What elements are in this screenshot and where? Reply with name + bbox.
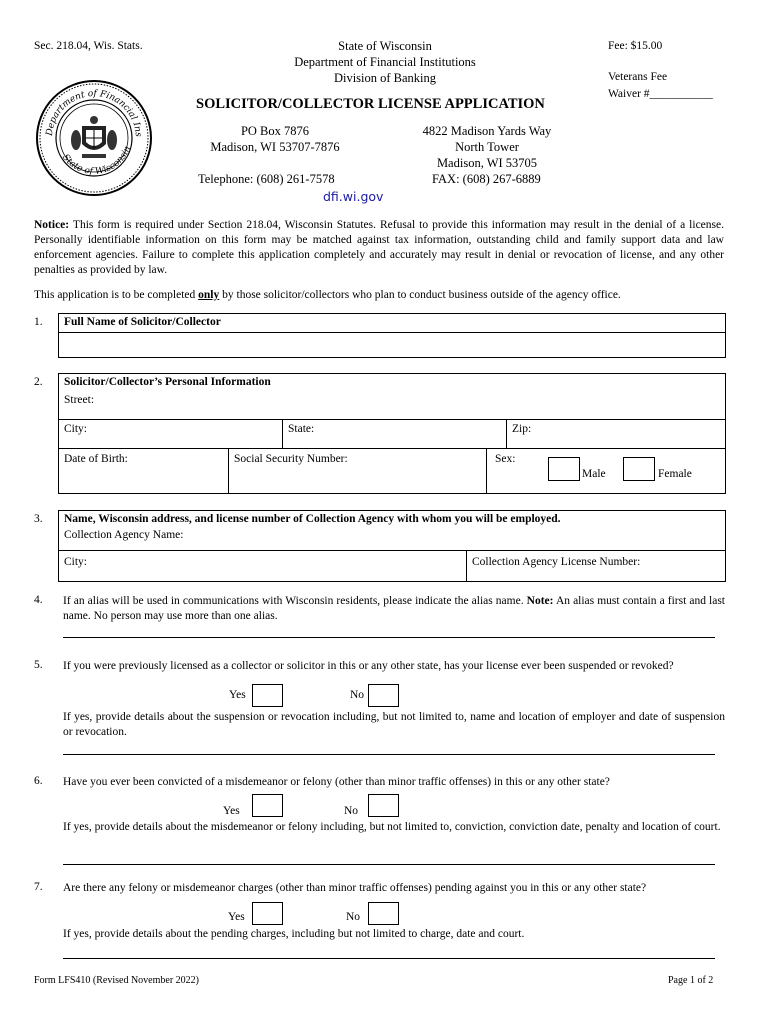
- dob-label: Date of Birth:: [64, 453, 128, 465]
- po-city: Madison, WI 53707-7876: [210, 140, 340, 154]
- intro-emphasis: only: [198, 289, 220, 301]
- mailing-address: [190, 123, 360, 155]
- agency-name-label: Collection Agency Name:: [64, 529, 184, 541]
- q5-text: If you were previously licensed as a collector or solicitor in this or any other state, has your license ever been suspended or revoked?: [63, 660, 674, 672]
- q7-answer-line[interactable]: [63, 958, 715, 959]
- q6-no-label: No: [344, 805, 359, 817]
- q3-number: 3.: [34, 513, 43, 525]
- state-name: State of Wisconsin: [338, 39, 432, 53]
- q6-text: Have you ever been convicted of a misdemeanor or felony (other than minor traffic offenses) in this or any other state?: [63, 776, 610, 788]
- q6-yes-label: Yes: [223, 805, 240, 817]
- form-title: SOLICITOR/COLLECTOR LICENSE APPLICATION: [196, 96, 545, 112]
- city-label: City:: [64, 423, 88, 435]
- fax: FAX: (608) 267-6889: [432, 172, 541, 186]
- veterans-fee-label: Veterans Fee: [608, 71, 668, 83]
- sex-field: [486, 448, 726, 494]
- q6-no-checkbox[interactable]: [368, 794, 399, 817]
- street-line: 4822 Madison Yards Way: [422, 124, 552, 138]
- q4-number: 4.: [34, 594, 43, 606]
- seal-logo: [34, 78, 154, 198]
- zip-field[interactable]: [506, 419, 726, 449]
- po-box: PO Box 7876: [240, 124, 310, 138]
- agency-name-field[interactable]: [58, 510, 726, 551]
- seal-text-top: Department of Financial Ins: [44, 88, 144, 138]
- agency-license-label: Collection Agency License Number:: [472, 556, 641, 568]
- telephone: Telephone: (608) 261-7578: [198, 172, 335, 186]
- notice-label: Notice:: [34, 219, 70, 231]
- q4-text: [63, 594, 725, 624]
- waiver-field[interactable]: Waiver #___________: [608, 88, 713, 100]
- female-label: Female: [658, 468, 692, 480]
- intro-paragraph: [34, 288, 724, 303]
- zip-label: Zip:: [512, 423, 532, 435]
- q7-text: Are there any felony or misdemeanor charges (other than minor traffic offenses) pending against you in this or any other state?: [63, 882, 647, 894]
- male-checkbox[interactable]: [548, 457, 580, 481]
- dob-field[interactable]: [58, 448, 229, 494]
- q3-title: Name, Wisconsin address, and license number of Collection Agency with whom you will be employed.: [64, 513, 561, 525]
- agency-city-field[interactable]: [58, 550, 467, 582]
- q6-details: If yes, provide details about the misdemeanor or felony including, but not limited to, conviction, conviction date, penalty and location of court.: [63, 821, 721, 833]
- male-label: Male: [582, 468, 606, 480]
- fee-label: Fee: $15.00: [608, 40, 663, 52]
- q5-no-label: No: [350, 689, 365, 701]
- agency-city-label: City:: [64, 556, 88, 568]
- street-city: Madison, WI 53705: [436, 156, 538, 170]
- q5-no-checkbox[interactable]: [368, 684, 399, 707]
- website-link[interactable]: dfi.wi.gov: [323, 189, 384, 204]
- q5-answer-line[interactable]: [63, 754, 715, 755]
- q4-note-label: Note:: [526, 595, 554, 607]
- ssn-field[interactable]: [228, 448, 487, 494]
- q2-number: 2.: [34, 376, 43, 388]
- statute-reference: Sec. 218.04, Wis. Stats.: [34, 40, 143, 52]
- alias-answer-line[interactable]: [63, 637, 715, 638]
- street-label: Street:: [64, 394, 95, 406]
- q1-title: Full Name of Solicitor/Collector: [64, 316, 221, 328]
- tower-line: North Tower: [455, 140, 519, 154]
- intro-after: by those solicitor/collectors who plan to conduct business outside of the agency office.: [219, 289, 621, 301]
- q5-number: 5.: [34, 659, 43, 671]
- q5-details: If yes, provide details about the suspension or revocation including, but not limited to, name and location of employer and date of suspension or revocation.: [63, 711, 725, 738]
- ssn-label: Social Security Number:: [234, 453, 348, 465]
- q6-yes-checkbox[interactable]: [252, 794, 283, 817]
- intro-before: This application is to be completed: [34, 289, 199, 301]
- state-label: State:: [288, 423, 315, 435]
- q7-number: 7.: [34, 881, 43, 893]
- q6-number: 6.: [34, 775, 43, 787]
- q6-answer-line[interactable]: [63, 864, 715, 865]
- form-id: Form LFS410 (Revised November 2022): [34, 975, 199, 986]
- q7-yes-checkbox[interactable]: [252, 902, 283, 925]
- seal-text-bottom: State of Wisconsin: [59, 144, 134, 178]
- q2-street-cell[interactable]: [58, 373, 726, 420]
- notice-paragraph: [34, 218, 724, 278]
- q5-yes-label: Yes: [229, 689, 246, 701]
- q4-text-before: If an alias will be used in communications with Wisconsin residents, please indicate the alias name.: [63, 595, 527, 607]
- q7-details: If yes, provide details about the pending charges, including but not limited to charge, date and court.: [63, 928, 525, 940]
- full-name-field[interactable]: [58, 332, 726, 358]
- q2-title: Solicitor/Collector’s Personal Information: [64, 376, 271, 388]
- sex-label: Sex:: [495, 453, 516, 465]
- q1-number: 1.: [34, 316, 43, 328]
- page-number: Page 1 of 2: [668, 975, 714, 986]
- notice-text: This form is required under Section 218.04, Wisconsin Statutes. Refusal to provide this information may result in the denial of a license. Personally identifiable information on this form may be matched against tax information, outstanding child and family support data and law enforcement agencies. Failure to complete this application completely and accurately may result in denial or revocation of license, and any other penalties as provided by law.: [34, 219, 724, 276]
- q7-no-checkbox[interactable]: [368, 902, 399, 925]
- q7-no-label: No: [346, 911, 361, 923]
- agency-license-field[interactable]: [466, 550, 726, 582]
- q4-text-after: An alias must contain a first and last name. No person may use more than one alias.: [63, 595, 725, 622]
- female-checkbox[interactable]: [623, 457, 655, 481]
- q7-yes-label: Yes: [228, 911, 245, 923]
- city-field[interactable]: [58, 419, 283, 449]
- department-name: Department of Financial Institutions: [294, 55, 476, 69]
- state-field[interactable]: [282, 419, 507, 449]
- division-name: Division of Banking: [333, 71, 437, 85]
- q1-title-cell: [58, 313, 726, 333]
- agency-header: [230, 38, 540, 86]
- q5-yes-checkbox[interactable]: [252, 684, 283, 707]
- street-address: [402, 123, 572, 171]
